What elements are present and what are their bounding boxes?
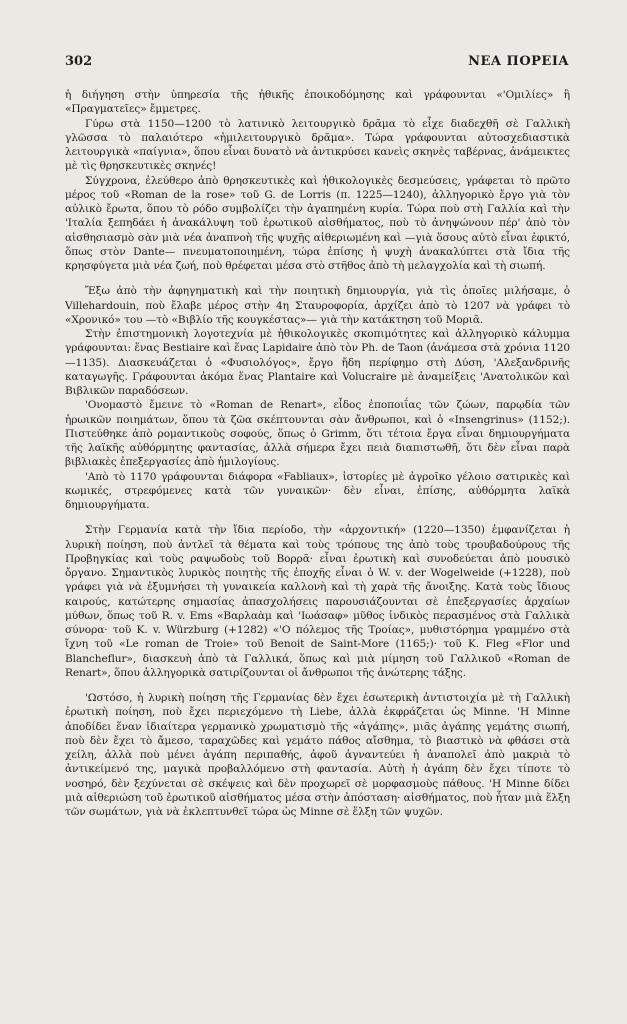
- running-title: ΝΕΑ ΠΟΡΕΙΑ: [468, 54, 569, 69]
- page-number: 302: [65, 54, 93, 69]
- paragraph-3: Σύγχρονα, ἐλεύθερο ἀπὸ θρησκευτικὲς καὶ ἠθικολογικὲς δεσμεύσεις, γράφεται τὸ πρῶτο μέρος τοῦ «Roman de la rose» τοῦ G. de Lorris (π. 1225—1240), ἀλληγορικὸ ἔργο γιὰ τὸν αὐλικὸ ἔρωτα, ὅπου τὸ ρόδο συμβολίζει τὴν ἀγαπημένη κυρία. Τώρα ποὺ στὴ Γαλλία καὶ τὴν 'Ιταλία ξεπηδάει ἡ ἀνακάλυψη τοῦ ἐρωτικοῦ αἰσθήματος, ποὺ τὸ ἀνηψώνουν πέρ' ἀπὸ τὸν αἰσθησιασμὸ σὰν μιὰ νέα ἀναπνοὴ τῆς ψυχῆς αἰθεριωμένη καὶ —γιὰ ὅσους αὐτὸ εἶναι ἐφικτό, ὅπως στὸν Dante— πνευματοποιημένη, τώρα ἐπίσης ἡ ψυχὴ ἀνακαλύπτει στὰ ἴδια τῆς κρησφύγετα μιὰ νέα ζωή, ποὺ θρέφεται μέσα στὸ στῆθος ἀπὸ τὴ μελαγχολία καὶ τὴ σιωπή.: [65, 174, 570, 272]
- paragraph-8: Στὴν Γερμανία κατὰ τὴν ἴδια περίοδο, τὴν «ἀρχοντική» (1220—1350) ἐμφανίζεται ἡ λυρικὴ ποίηση, ποὺ ἀντλεῖ τὰ θέματα καὶ τοὺς τρόπους της ἀπὸ τοὺς τρουβαδούρους τῆς Προβηγκίας καὶ τοὺς ραψωδοὺς τοῦ Βορρᾶ· εἶναι ἐρωτικὴ καὶ συνοδεύεται ἀπὸ μουσικὸ ὄργανο. Σημαντικὸς λυρικὸς ποιητὴς τῆς ἐποχῆς εἶναι ὁ W. v. der Wogelweide (+1228), ποὺ γράφει γιὰ νὰ ἐξυμνήσει τὴ γυναικεία καλλονὴ καὶ τὴ χαρὰ τῆς ἄνοιξης. Κατὰ τοὺς ἴδιους καιρούς, κατώτερης σημασίας ἀπασχολήσεις παρουσιάζουνται σὲ ἐπεξεργασίες ἀρχαίων μύθων, ὅπως τοῦ R. v. Ems «Βαρλαὰμ καὶ 'Ιωάσαφ» μῦθος ἰνδικὸς περασμένος στὰ Γαλλικὰ σύνορα· τοῦ K. v. Würzburg (+1282) «'Ο πόλεμος τῆς Τροίας», μυθιστόρημα γραμμένο στὰ ἴχνη τοῦ «Le roman de Troie» τοῦ Benoit de Saint-More (1165;)· τοῦ K. Fleg «Flor und Blancheflur», διασκευὴ ἀπὸ τὰ Γαλλικά, ὅπως καὶ μιὰ μίμηση τοῦ Γαλλικοῦ «Roman de Renart», ὅπου ἀλληγορικὰ σατιρίζουνται οἱ ἄνθρωποι τῆς ἀνώτερης τάξης.: [65, 524, 570, 679]
- paragraph-1: ἡ διήγηση στὴν ὑπηρεσία τῆς ἠθικῆς ἐποικοδόμησης καὶ γράφουνται «'Ομιλίες» ἢ «Πραγματεῖες» ἔμμετρες.: [65, 89, 570, 116]
- paragraph-5: Στὴν ἐπιστημονικὴ λογοτεχνία μὲ ἠθικολογικὲς σκοπιμότητες καὶ ἀλληγορικὸ κάλυμμα γράφουνται: ἕνας Bestiaire καὶ ἕνας Lapidaire ἀπὸ τὸν Ph. de Taon (ἀνάμεσα στὰ χρόνια 1120—1135). Διασκευάζεται ὁ «Φυσιολόγος», ἔργο ἤδη περίφημο στὴ Δύση, 'Αλεξανδρινῆς καταγωγῆς. Γράφουνται ἀκόμα ἕνας Plantaire καὶ Volucraire μὲ ἀναμείξεις 'Ανατολικῶν καὶ Βιβλικῶν παραδόσεων.: [65, 328, 570, 397]
- paragraph-9: 'Ωστόσο, ἡ λυρικὴ ποίηση τῆς Γερμανίας δὲν ἔχει ἐσωτερικὴ ἀντιστοιχία μὲ τὴ Γαλλικὴ ἐρωτικὴ ποίηση, ποὺ ἔχει περιεχόμενο τὴ Liebe, ἀλλὰ ἐκφράζεται ὡς Minne. 'Η Minne ἀποδίδει ἕναν ἰδιαίτερα γερμανικὸ χρωματισμὸ τῆς «ἀγάπης», μιᾶς ἀγάπης γεμάτης σιωπή, ποὺ δὲν ἔχει τὸ ἄμεσο, ταραχῶδες καὶ γεμάτο πάθος αἴσθημα, τὸ βιαστικὸ νὰ φθάσει στὰ χείλη, ἀλλὰ ποὺ μένει ἀγάπη περιπαθής, ἀφοῦ ἀγναντεύει ἡ ἀναπολεῖ ἀπὸ μακριὰ τὸ ἀντικείμενό της, μαγικὰ προβαλλόμενο στὴ φαντασία. Αὐτὴ ἡ ἀγάπη δὲν ἔχει τίποτε τὸ νοσηρό, δὲν ξεχύνεται σὲ σκέψεις καὶ δὲν προχωρεῖ σὲ μορφασμοὺς πάθους. 'Η Minne δίδει μιὰ αἰθεριώση τοῦ ἐρωτικοῦ αἰσθήματος μέσα στὴν ἀπόσταση· αἰσθήματος, ποὺ ἦταν μιὰ ἕλξη τῶν σωμάτων, γιὰ νὰ ἐκλεπτυνθεῖ τώρα ὡς Minne σὲ ἕλξη τῶν ψυχῶν.: [65, 692, 570, 818]
- page-body: [65, 88, 570, 819]
- paragraph-7: 'Απὸ τὸ 1170 γράφουνται διάφορα «Fabliaux», ἱστορίες μὲ ἀγροῖκο γέλοιο σατιρικὲς καὶ κωμικές, στρεφόμενες κατὰ τῶν γυναικῶν· δὲν εἶναι, ἐπίσης, αὐθόρμητα λαϊκὰ δημιουργήματα.: [65, 470, 570, 511]
- paragraph-2: Γύρω στὰ 1150—1200 τὸ λατινικὸ λειτουργικὸ δρᾶμα τὸ εἶχε διαδεχθῆ σὲ Γαλλικὴ γλῶσσα τὸ παλαιότερο «ἡμιλειτουργικὸ δρᾶμα». Τώρα γράφουνται αὐτοσχεδιαστικὰ λειτουργικὰ «παίγνια», ὅπου εἶναι δυνατὸ νὰ ἀντικρύσει κανεὶς σκηνὲς ταβέρνας, ἀνάμεικτες μὲ τὶς θρησκευτικὲς σκηνές!: [65, 117, 570, 173]
- paragraph-6: 'Ονομαστὸ ἔμεινε τὸ «Roman de Renart», εἶδος ἐποποιΐας τῶν ζώων, παρῳδία τῶν ἡρωικῶν ποιημάτων, ὅπου τὰ ζῶα σκέπτουνται σὰν ἄνθρωποι, καὶ ὁ «Insengrinus» (1152;). Πιστεύθηκε ἀπὸ ρομαντικοὺς σοφούς, ὅπως ὁ Grimm, ὅτι τέτοια ἔργα εἶναι δημιουργήματα τῆς λαϊκῆς αὐθόρμητης φαντασίας, ἀλλὰ σήμερα ἔχει πειὰ διαπιστωθῆ, ὅτι δὲν εἶναι παρὰ βιβλιακὲς ἐπεξεργασίες ἀπὸ ἡμιλογίους.: [65, 399, 570, 469]
- page-header: [65, 54, 569, 72]
- paragraph-4: Ἔξω ἀπὸ τὴν ἀφηγηματικὴ καὶ τὴν ποιητικὴ δημιουργία, γιὰ τὶς ὁποῖες μιλήσαμε, ὁ Villehardouin, ποὺ ἔλαβε μέρος στὴν 4η Σταυροφορία, ἀρχίζει ἀπὸ τὸ 1207 νὰ γράφει τὸ «Χρονικό» του —τὸ «Βιβλίο τῆς κουγκέστας»— γιὰ τὴν κατάκτηση τοῦ Μοριᾶ.: [65, 285, 570, 326]
